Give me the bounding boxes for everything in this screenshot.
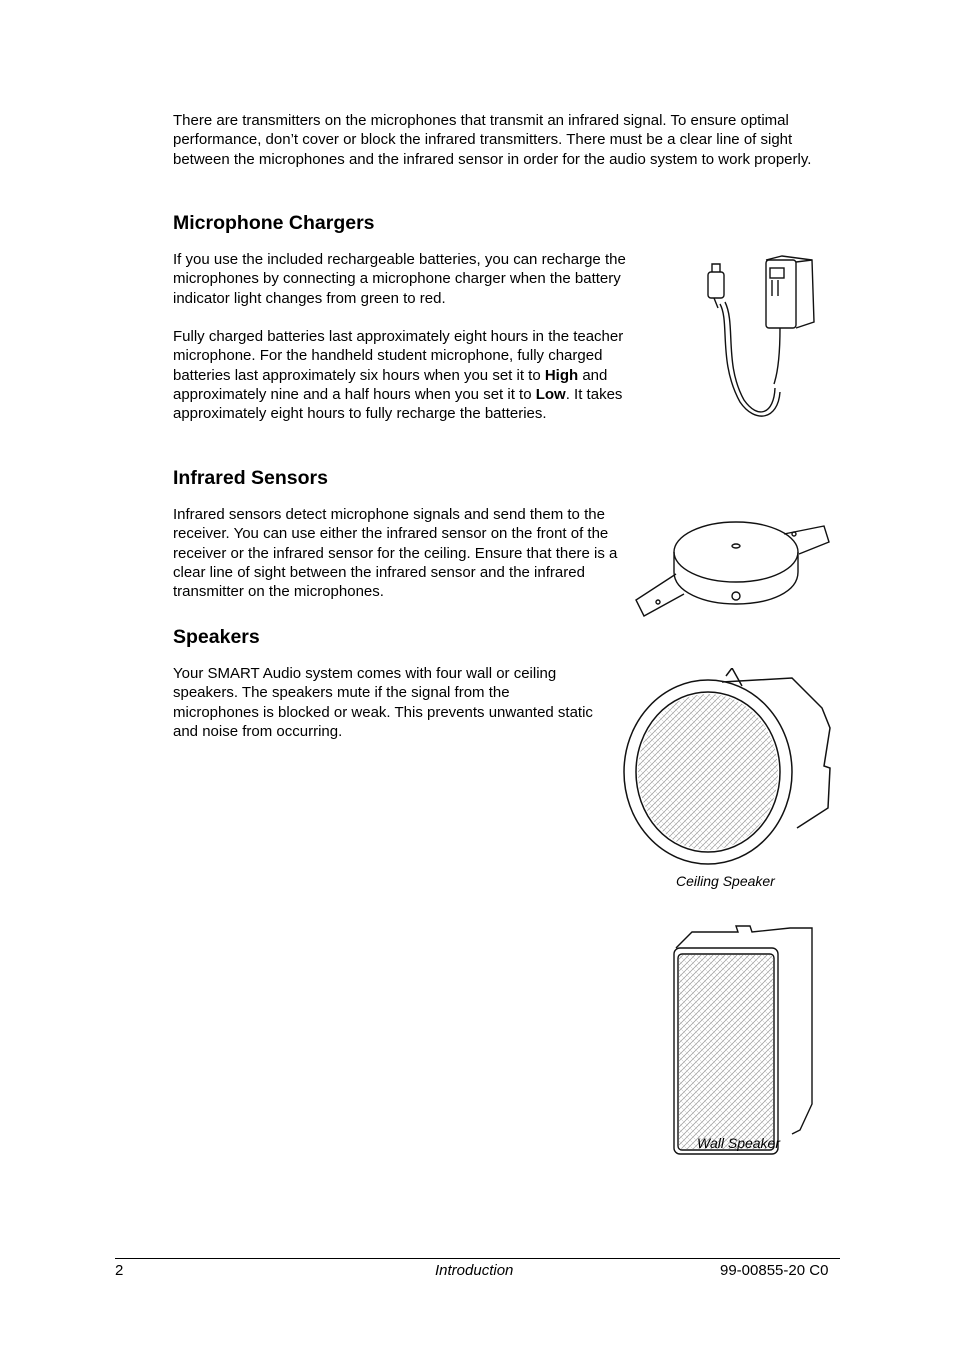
ceiling-speaker-illustration: [622, 668, 834, 872]
heading-infrared-sensors: Infrared Sensors: [173, 467, 328, 489]
heading-microphone-chargers: Microphone Chargers: [173, 212, 375, 234]
chargers-text: Fully charged batteries last approximately eight hours in the teacher microphone. For the handheld student microphone, fully charged batteries last approximately six hours when you set it to: [173, 328, 624, 384]
document-id: 99-00855-20 C0: [720, 1262, 829, 1279]
speakers-paragraph: Your SMART Audio system comes with four wall or ceiling speakers. The speakers mute if the signal from the microphones is blocked or weak. This prevents unwanted static and noise from occurring.: [173, 665, 593, 740]
chargers-text: . It takes approximately eight hours to fully recharge the batteries.: [173, 385, 623, 423]
high-setting: High: [544, 366, 579, 384]
wall-speaker-caption: Wall Speaker: [697, 1135, 781, 1151]
heading-speakers: Speakers: [173, 626, 260, 648]
microphone-charger-illustration: [700, 252, 825, 424]
chargers-text: and approximately nine and a half hours when you set it to: [173, 366, 608, 403]
chargers-paragraph-2: [173, 327, 628, 423]
ceiling-speaker-caption: Ceiling Speaker: [676, 873, 775, 889]
intro-paragraph: There are transmitters on the microphones that transmit an infrared signal. To ensure optimal performance, don’t cover or block the infrared transmitters. There must be a clear line of sight between the microphones and the infrared sensor in order for the audio system to work properly.: [173, 112, 812, 168]
footer-divider: [115, 1258, 840, 1259]
wall-speaker-illustration: [672, 924, 818, 1158]
infrared-sensor-illustration: [624, 512, 834, 624]
low-setting: Low: [535, 385, 566, 403]
chargers-paragraph-1: If you use the included rechargeable batteries, you can recharge the microphones by connecting a microphone charger when the battery indicator light changes from green to red.: [173, 251, 626, 307]
sensors-paragraph: Infrared sensors detect microphone signals and send them to the receiver. You can use either the infrared sensor on the front of the receiver or the infrared sensor for the ceiling. Ensure that there is a clear line of sight between the infrared sensor and the infrared transmitter on the microphones.: [173, 506, 618, 601]
footer-section: Introduction: [435, 1262, 514, 1279]
page-number: 2: [115, 1262, 124, 1279]
